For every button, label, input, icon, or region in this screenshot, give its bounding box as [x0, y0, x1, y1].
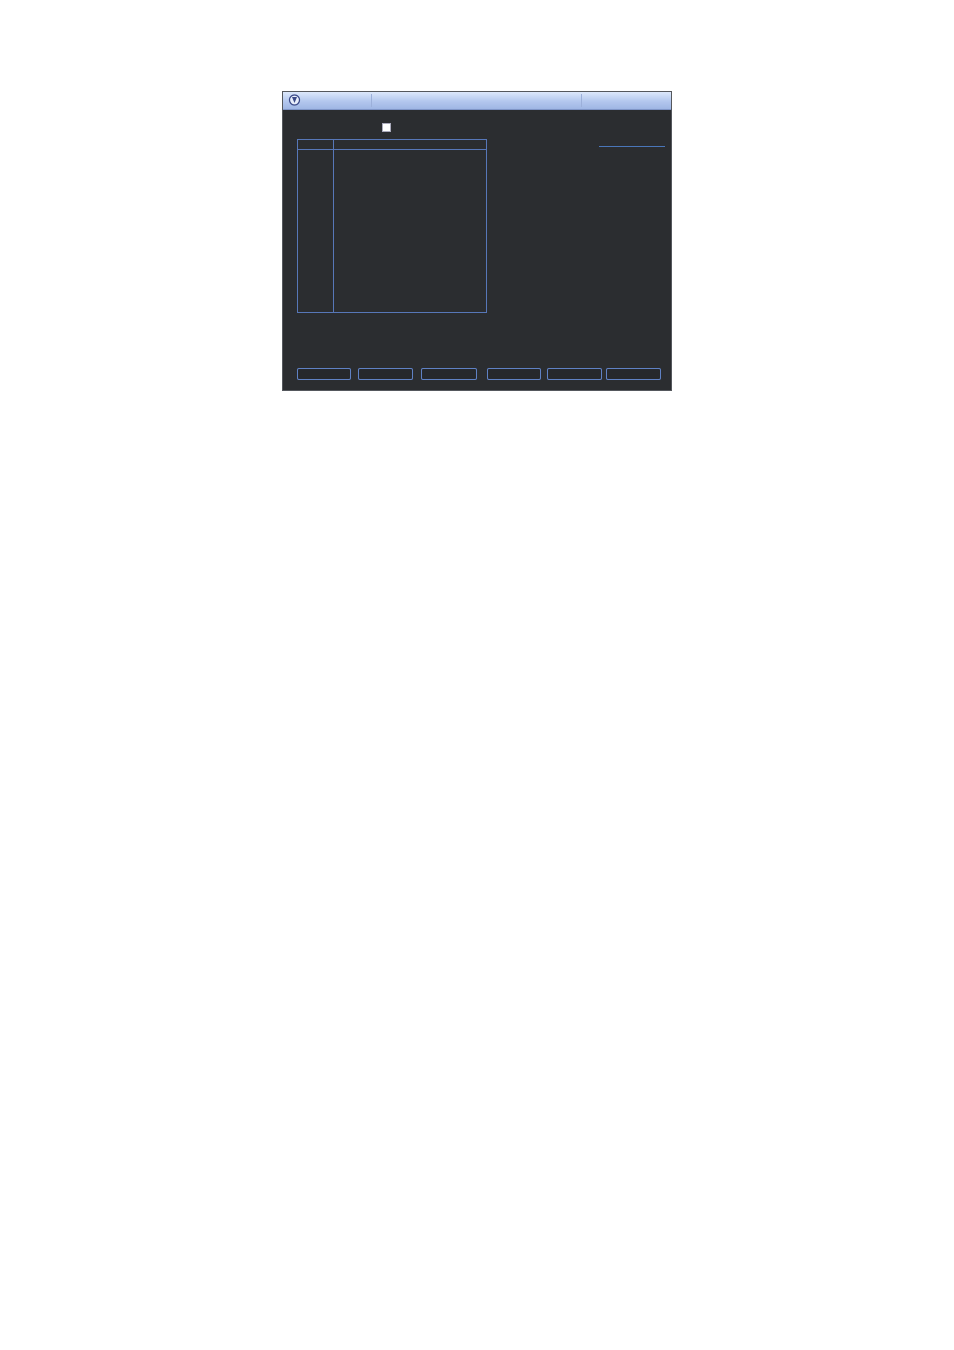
auto-connect-checkbox[interactable]: [382, 123, 391, 132]
app-logo-icon: [288, 94, 301, 106]
wifi-setting-dialog: [282, 91, 672, 391]
disconnect-button[interactable]: [421, 368, 477, 380]
info-title-rule: [599, 146, 665, 147]
title-separator: [581, 94, 582, 107]
apply-button[interactable]: [606, 368, 661, 380]
refresh-button[interactable]: [297, 368, 351, 380]
ssid-list: [297, 139, 487, 313]
dialog-title-bar: [283, 92, 671, 110]
list-header-divider: [298, 149, 486, 150]
cancel-button[interactable]: [547, 368, 602, 380]
ok-button[interactable]: [487, 368, 541, 380]
list-column-divider: [333, 140, 334, 312]
title-separator: [371, 94, 372, 107]
connection-button[interactable]: [358, 368, 413, 380]
